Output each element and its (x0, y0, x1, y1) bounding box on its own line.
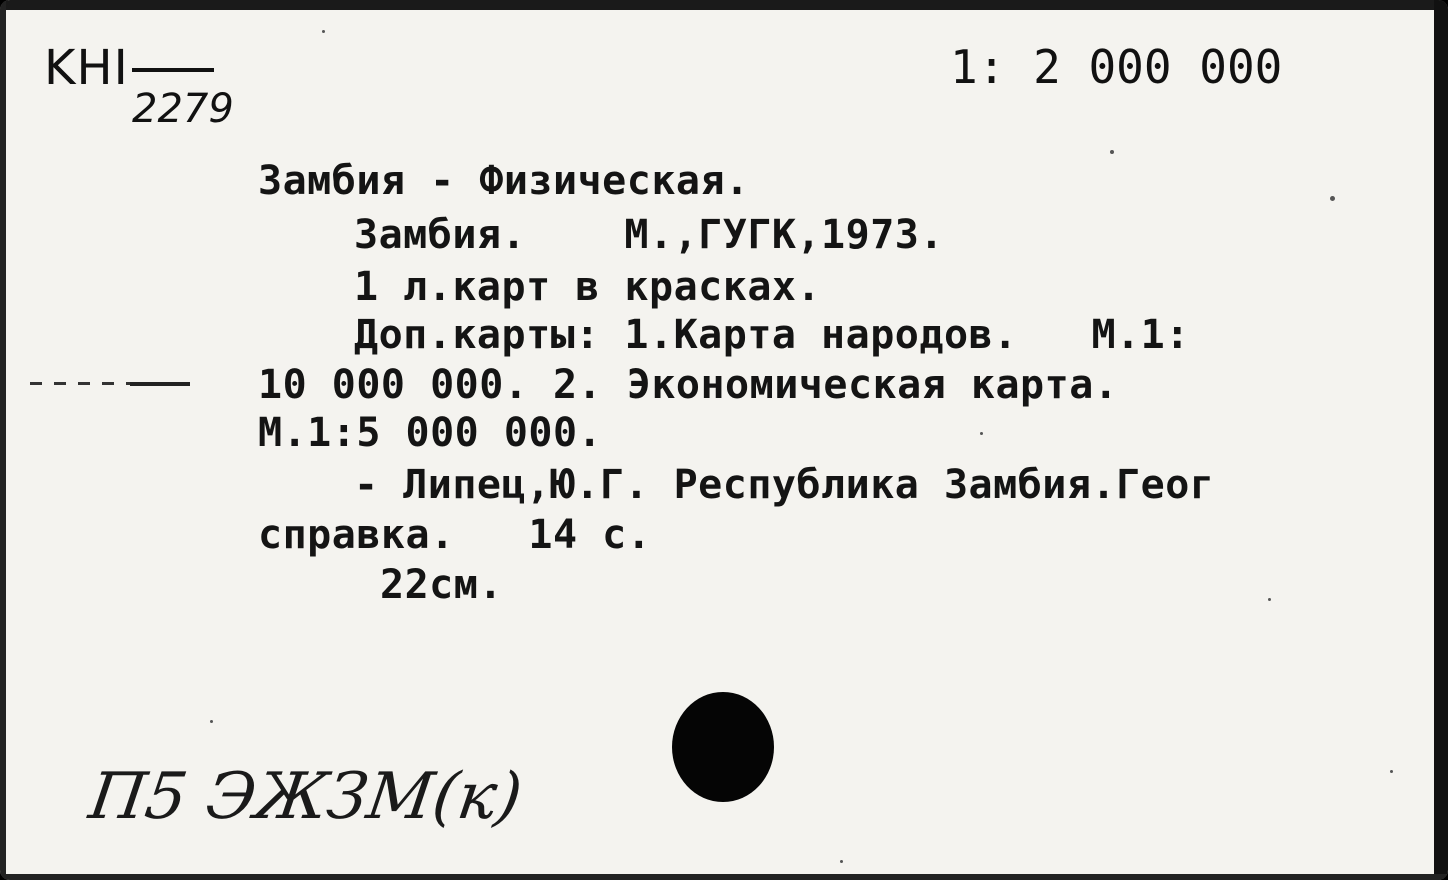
scan-edge-left (0, 0, 6, 880)
scan-edge-bottom (0, 874, 1448, 880)
card-note-line-3: М.1:5 000 000. (258, 410, 603, 456)
shelf-mark-divider (132, 68, 214, 72)
card-extent-line: 1 л.карт в красках. (354, 264, 822, 310)
card-imprint-line: Замбия. М.,ГУГК,1973. (354, 212, 944, 258)
punch-hole (672, 692, 774, 802)
card-note-line-1: Доп.карты: 1.Карта народов. М.1: (354, 312, 1190, 358)
scan-edge-right (1434, 0, 1448, 880)
map-scale: 1: 2 000 000 (950, 40, 1283, 94)
scan-speck (1110, 150, 1114, 154)
shelf-mark-number: 2279 (132, 86, 234, 132)
scan-speck (210, 720, 213, 723)
scan-speck (1330, 196, 1335, 201)
card-accompanying-line-1: - Липец,Ю.Г. Республика Замбия.Геог (354, 462, 1215, 508)
card-note-line-2: 10 000 000. 2. Экономическая карта. (258, 362, 1119, 408)
scan-speck (980, 432, 983, 435)
card-title-line: Замбия - Физическая. (258, 158, 750, 204)
scan-edge-top (0, 0, 1448, 10)
shelf-mark-prefix: KHI (44, 40, 129, 96)
scan-speck (322, 30, 325, 33)
margin-solid-mark (130, 382, 190, 386)
card-size-line: 22см. (380, 562, 503, 608)
scan-speck (1268, 598, 1271, 601)
handwritten-classification-code: П5 ЭЖЗМ(к) (84, 760, 527, 834)
scan-speck (1390, 770, 1393, 773)
card-accompanying-line-2: справка. 14 с. (258, 512, 652, 558)
scan-speck (840, 860, 843, 863)
